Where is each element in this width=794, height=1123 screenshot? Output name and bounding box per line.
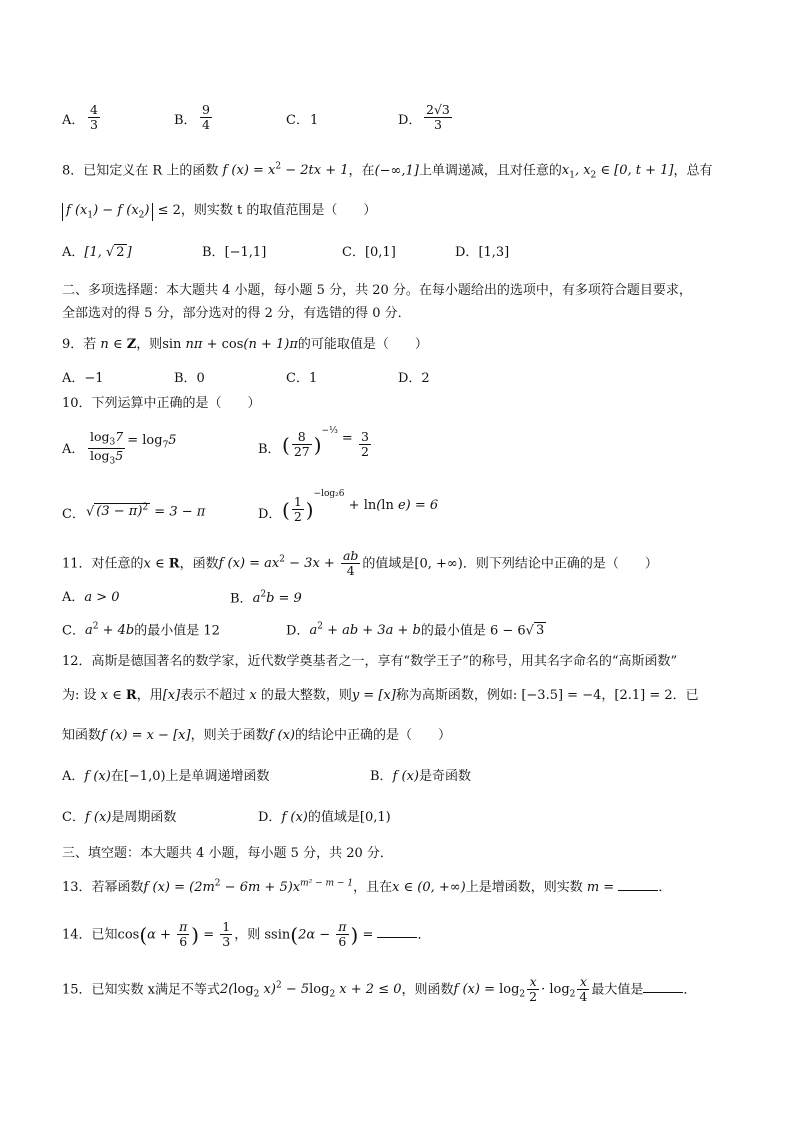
q11-stem-prefix: 11．对任意的	[62, 556, 144, 572]
q12-option-d: D．f (x)的值域是[0,1)	[258, 810, 391, 825]
q8-stem-line1	[62, 162, 713, 182]
q10-option-d-expression: ( $\frac{1}{2}$ )$^{-log_26}$ + ln(ln e) = 6	[282, 489, 439, 525]
q8-stem-mid: ，在	[348, 163, 375, 179]
q11-stem-end: ．则下列结论中正确的是（ ）	[462, 556, 658, 572]
q13-stem: 13．若幂函数f $(x) = (2m^2 - 6m + 5)x^{m^2 - m - 1}$，且在x ∈ (0, +∞)上是增函数，则实数 m = ．	[62, 878, 672, 895]
q12-option-a: A．f (x)在[−1,0)上是单调递增函数	[62, 769, 270, 784]
q8-stem-prefix: 8．已知定义在 R 上的函数	[62, 163, 219, 179]
q12-line3: 知函数f (x) = x − [x]，则关于函数f (x)的结论中正确的是（ ）	[62, 728, 452, 743]
q11-function: f $(x) = ax^2 - 3x$ +	[218, 555, 339, 572]
q12-options-ab	[62, 769, 562, 787]
q8-stem-mid2: 上单调递减，且对任意的	[418, 163, 562, 179]
q7-option-d-value: $\frac{2√3}{3}$	[426, 102, 450, 133]
q11-option-b: B．$a^2b = 9$	[230, 590, 302, 607]
q14-answer-blank[interactable]	[377, 925, 417, 938]
q11-option-d: D．$a^2$ + ab + 3a + b的最小值是 6 − 6√ 3	[286, 622, 545, 639]
section2-line1: 二、多项选择题：本大题共 4 小题，每小题 5 分，共 20 分。在每小题给出的选项中，有多项符合题目要求，	[62, 283, 692, 298]
q9-options	[62, 371, 562, 389]
q8-stem-line2: f $(x_1) - f$ $(x_2) \le 2$，则实数 t 的取值范围是（ ）	[62, 203, 376, 221]
q12-option-b: B．f (x)是奇函数	[370, 769, 471, 784]
q11-stem	[62, 549, 658, 579]
q11-range: [0, +∞)	[414, 556, 463, 572]
q12-line2: 为: 设 x ∈ R，用[x]表示不超过 x 的最大整数，则y = [x]称为高斯函数，例如: [−3.5] = −4，[2.1] = 2．已	[62, 688, 699, 703]
q10-options-ab	[62, 426, 562, 470]
q13-answer-blank[interactable]	[618, 878, 658, 891]
q10-option-b-expression: ( $\frac{8}{27}$ )$^{-\frac{1}{3}}$ = $\frac{3}{2}$	[282, 426, 369, 460]
q10-option-d-label: D．	[258, 507, 282, 522]
q7-option-d-label: D．	[398, 113, 422, 128]
q8-abs-expression: f $(x_1) - f$ $(x_2)$	[62, 203, 153, 221]
q7-option-b-label: B．	[174, 113, 197, 128]
q11-options-cd	[62, 622, 582, 640]
q8-stem2-end: ，则实数 t 的取值范围是（ ）	[180, 203, 377, 218]
q12-line1: 12．高斯是德国著名的数学家，近代数学奠基者之一，享有“数学王子”的称号，用其名字命名的“高斯函数”	[62, 654, 678, 669]
q10-options-cd	[62, 489, 562, 535]
q8-option-c: C．[0,1]	[342, 245, 396, 260]
q12-options-cd	[62, 810, 562, 828]
q11-stem-mid2: 的值域是	[362, 556, 415, 572]
q7-option-c-value: 1	[310, 113, 319, 128]
q8-function-formula: f $(x) = x^2 - 2tx + 1$	[222, 162, 349, 179]
q9-option-a: A．−1	[62, 371, 104, 386]
q12-option-c: C．f (x)是周期函数	[62, 810, 177, 825]
q10-stem: 10．下列运算中正确的是（ ）	[62, 396, 261, 411]
q9-option-c: C．1	[286, 371, 318, 386]
q8-stem-end: ，总有	[673, 163, 713, 179]
q9-stem	[62, 337, 428, 353]
q14-stem: 14．已知cos(α + $\frac{\pi}{6}$ ) = $\frac{1}{3}$ ，则 ssin(2α − $\frac{\pi}{6}$ ) = ．	[62, 919, 431, 950]
q11-domain: x ∈ R	[143, 556, 180, 572]
q11-option-a: A．a > 0	[62, 590, 120, 605]
section2-line2: 全部选对的得 5 分，部分选对的得 2 分，有选错的得 0 分．	[62, 306, 411, 321]
q7-option-a-label: A．	[62, 113, 85, 128]
q9-condition: n ∈ Z	[96, 337, 137, 352]
q10-option-c-label: C．	[62, 507, 85, 522]
q8-vars: $x_1$, $x_2$ ∈ [0, t + 1]	[561, 163, 674, 181]
q7-option-c-label: C．	[286, 113, 309, 128]
q9-expression: sin nπ + cos(n + 1)π	[162, 337, 298, 352]
q8-option-b: B．[−1,1]	[202, 245, 267, 260]
q7-option-b-value: $\frac{9}{4}$	[202, 102, 210, 133]
q15-stem: 15．已知实数 x满足不等式$2(\log_2$ $x)^2 - 5\log_2$ x + 2 ≤ 0，则函数f $(x) = \log_2$ $\frac{x}{2}$ · $\log_2$ $\frac{x}{4}$ 最大值是 ．	[62, 974, 697, 1005]
q11-fraction: $\frac{ab}{4}$	[342, 548, 359, 579]
q9-stem-prefix: 9．若	[62, 337, 97, 352]
q10-option-a-expression: $\frac{\log_37}{\log_35}$ = $\log_75$	[90, 429, 177, 467]
q8-option-a: A．[1, √ 2 ]	[62, 245, 132, 260]
q8-options	[62, 245, 562, 263]
q11-options-ab	[62, 590, 562, 608]
q7-option-a-value: $\frac{4}{3}$	[90, 102, 98, 133]
q11-option-c: C．$a^2 + 4b$的最小值是 12	[62, 622, 220, 639]
section3-heading: 三、填空题：本大题共 4 小题，每小题 5 分，共 20 分．	[62, 846, 393, 861]
q9-stem-mid: ，则	[136, 337, 163, 352]
q9-option-d: D．2	[398, 371, 430, 386]
q15-answer-blank[interactable]	[643, 980, 683, 993]
q10-option-c-expression: √ $(3 - \pi)^2 = 3 - \pi$	[86, 503, 206, 520]
q10-option-a-label: A．	[62, 442, 85, 457]
q11-stem-mid: ，函数	[179, 556, 219, 572]
q10-option-b-label: B．	[258, 442, 281, 457]
q8-interval: (−∞,1]	[374, 163, 419, 179]
q8-option-d: D．[1,3]	[455, 245, 510, 260]
q9-option-b: B．0	[174, 371, 205, 386]
q9-stem-end: 的可能取值是（ ）	[297, 337, 428, 352]
